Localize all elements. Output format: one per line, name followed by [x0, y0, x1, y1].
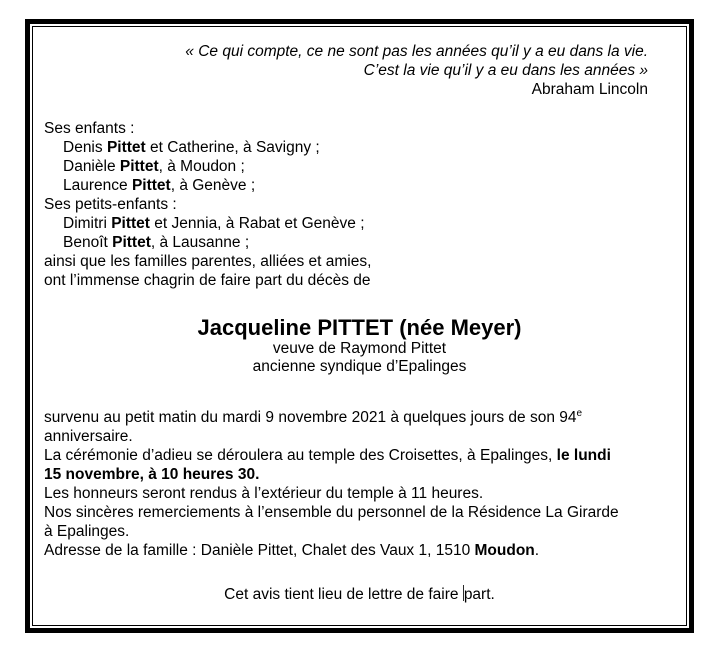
announcement-details: [44, 408, 678, 560]
text-run: et Jennia, à Rabat et Genève ;: [149, 215, 365, 232]
deceased-name: Jacqueline PITTET (née Meyer): [197, 315, 522, 340]
bold-run: Pittet: [111, 215, 150, 232]
bold-run: 15 novembre, à 10 heures 30.: [44, 466, 260, 483]
text-run: Adresse de la famille : Danièle Pittet, Chalet des Vaux 1, 1510: [44, 542, 475, 559]
detail-line-2: anniversaire.: [44, 428, 133, 445]
closing-line-1: ainsi que les familles parentes, alliées et amies,: [44, 253, 372, 270]
text-run: part.: [463, 586, 495, 603]
text-run: La cérémonie d’adieu se déroulera au temple des Croisettes, à Epalinges,: [44, 447, 557, 464]
bold-run: Pittet: [112, 234, 151, 251]
text-run: Danièle: [63, 158, 120, 175]
child-row: [44, 157, 678, 176]
child-row: [44, 138, 678, 157]
family-list: [44, 119, 678, 290]
epigraph: [33, 42, 648, 99]
epigraph-attribution: Abraham Lincoln: [531, 81, 648, 98]
bold-run: Pittet: [131, 177, 171, 194]
grandchildren-label: Ses petits-enfants :: [44, 196, 177, 213]
text-run: Cet avis tient lieu de lettre de faire: [224, 586, 463, 603]
text-run: et Catherine, à Savigny ;: [145, 139, 320, 156]
document-border: [25, 19, 694, 633]
closing-line-2: ont l’immense chagrin de faire part du décès de: [44, 272, 371, 289]
children-label: Ses enfants :: [44, 120, 135, 137]
epigraph-line-2: C’est la vie qu’il y a eu dans les années »: [363, 62, 648, 79]
detail-line-6: Nos sincères remerciements à l’ensemble du personnel de la Résidence La Girarde: [44, 504, 619, 521]
bold-run: Pittet: [106, 139, 146, 156]
epigraph-line-1: « Ce qui compte, ce ne sont pas les années qu’il y a eu dans la vie.: [185, 43, 648, 60]
detail-line-3: [44, 446, 678, 465]
detail-line-5: Les honneurs seront rendus à l’extérieur du temple à 11 heures.: [44, 485, 484, 502]
detail-line-8: [44, 541, 678, 560]
grandchild-row: [44, 233, 678, 252]
text-run: , à Genève ;: [170, 177, 256, 194]
detail-line-7: à Epalinges.: [44, 523, 130, 540]
bold-run: Pittet: [119, 158, 159, 175]
text-run: survenu au petit matin du mardi 9 novembre 2021 à quelques jours de son 94: [44, 409, 577, 426]
text-run: , à Moudon ;: [158, 158, 245, 175]
closing-notice: [33, 585, 686, 604]
bold-run: Moudon: [474, 542, 535, 559]
child-row: [44, 176, 678, 195]
text-run: Denis: [63, 139, 107, 156]
text-run: , à Lausanne ;: [150, 234, 250, 251]
detail-line-4: [44, 465, 678, 484]
detail-line-1: [44, 408, 678, 427]
superscript-e: e: [576, 407, 583, 419]
text-run: Dimitri: [63, 215, 112, 232]
text-run: Benoît: [63, 234, 113, 251]
document-page: [32, 26, 687, 626]
text-run: .: [534, 542, 540, 559]
deceased-subtitle-1: veuve de Raymond Pittet: [272, 340, 447, 357]
deceased-subtitle-2: ancienne syndique d’Epalinges: [252, 358, 467, 375]
grandchild-row: [44, 214, 678, 233]
deceased-block: [33, 315, 686, 376]
text-run: Laurence: [63, 177, 132, 194]
bold-run: le lundi: [556, 447, 611, 464]
